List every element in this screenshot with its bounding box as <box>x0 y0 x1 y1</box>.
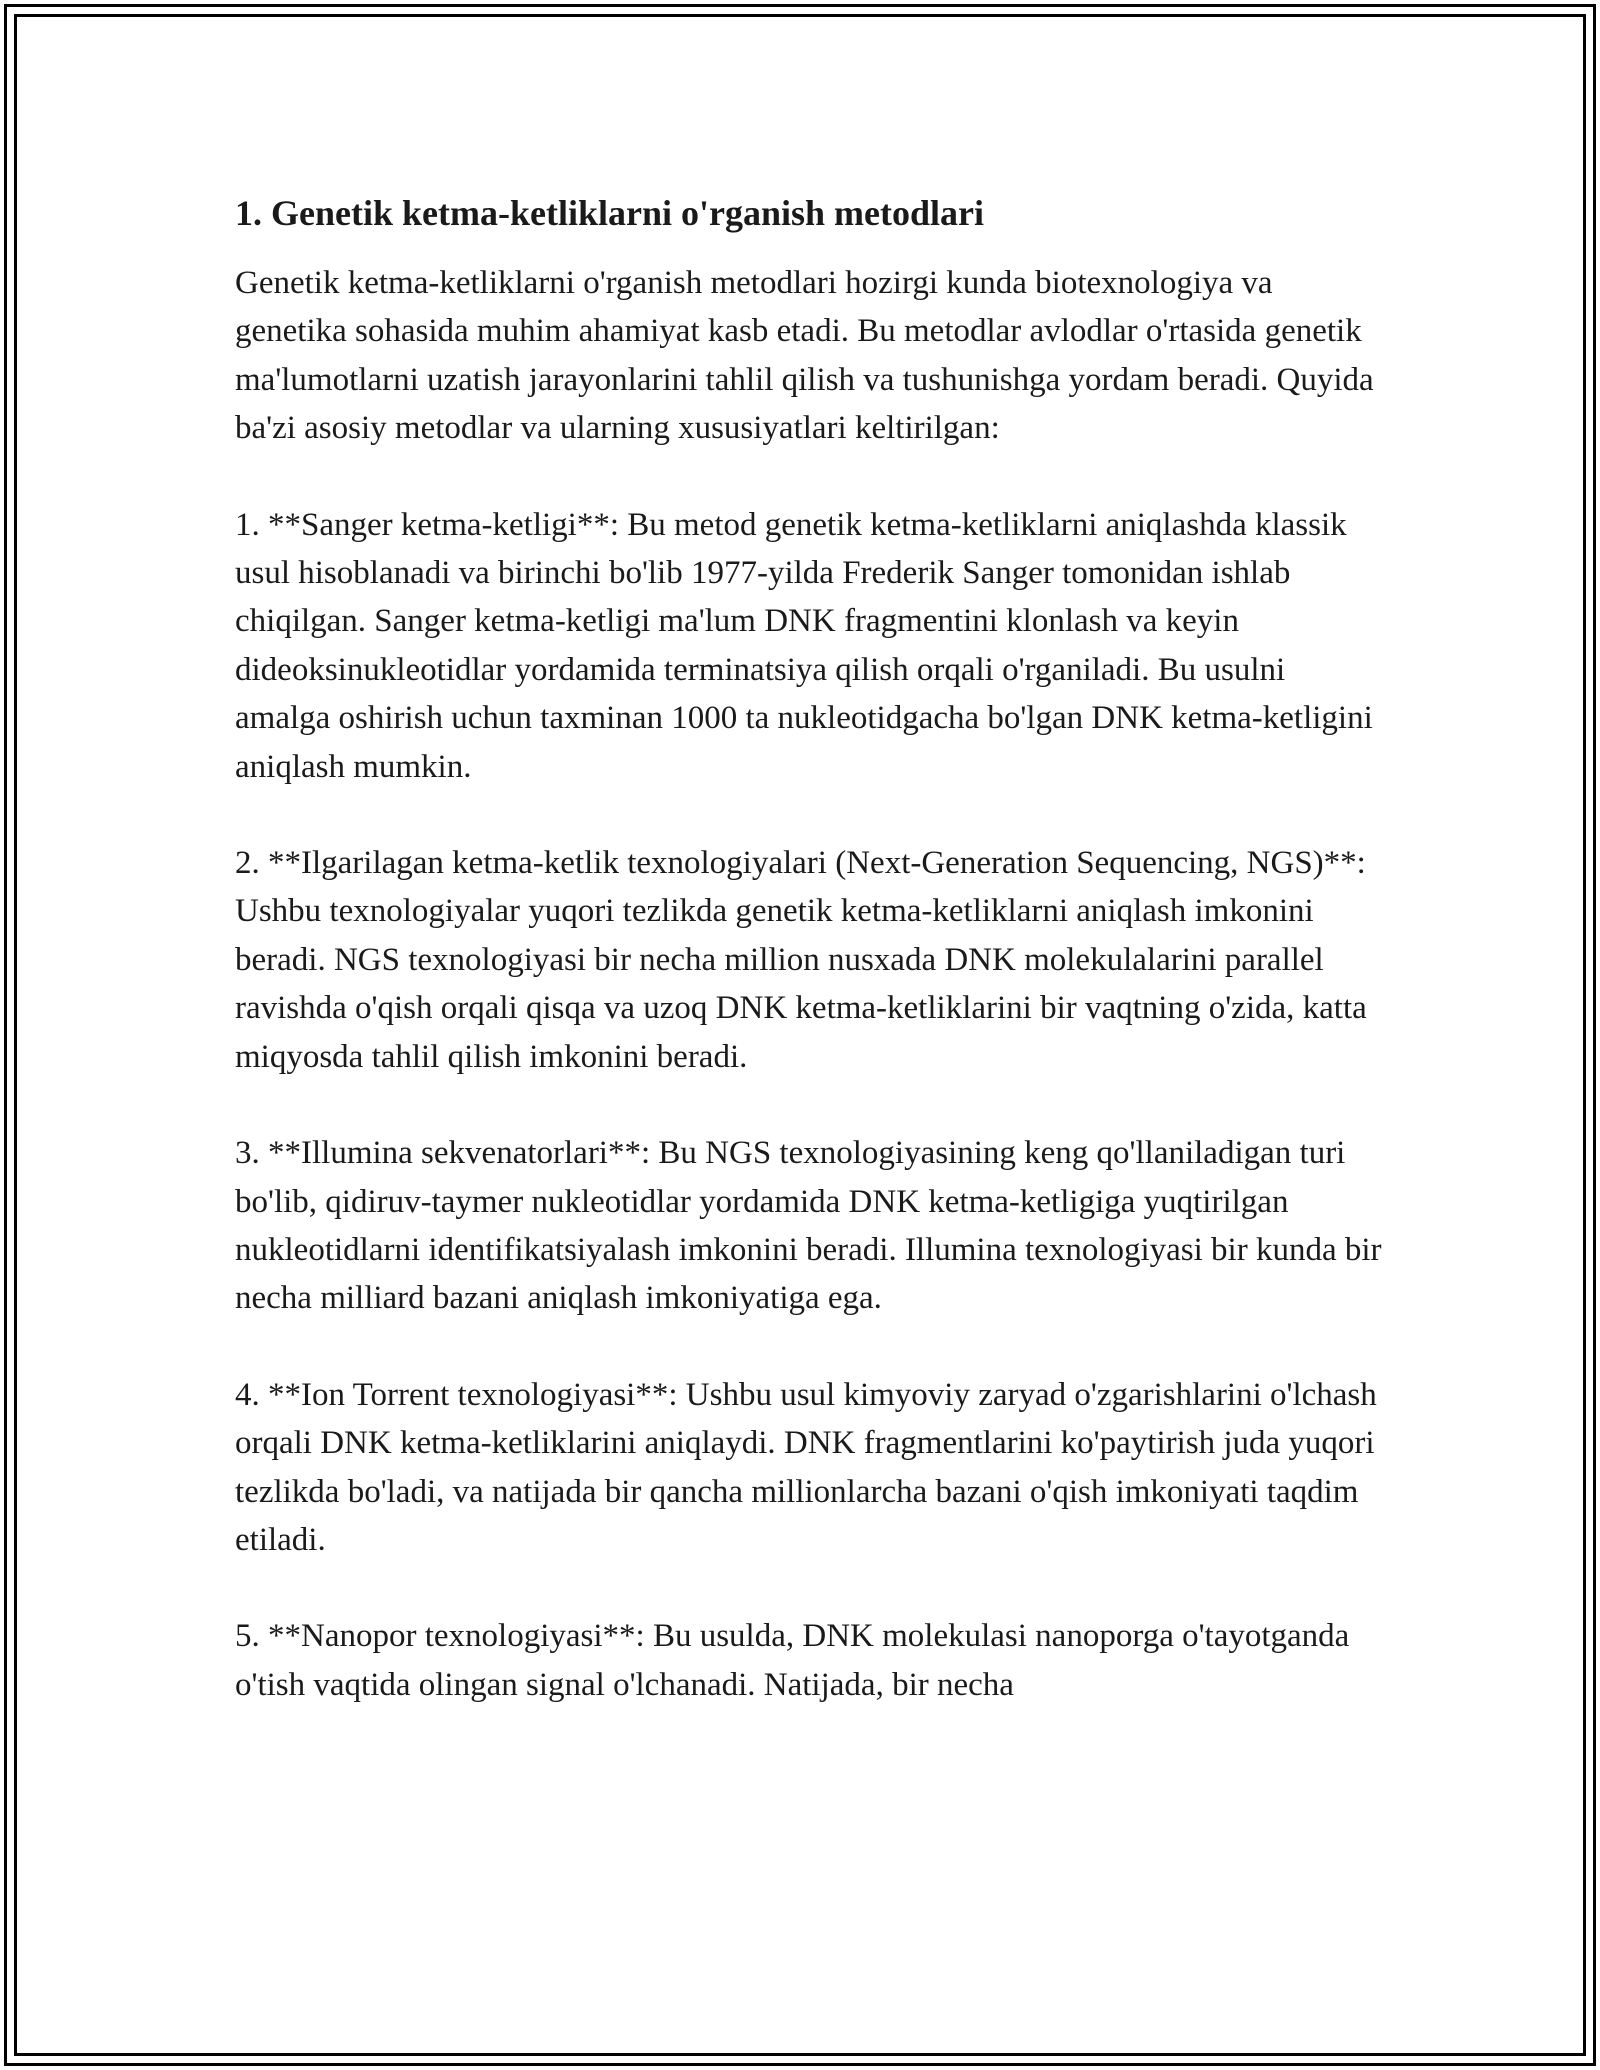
document-body <box>235 185 1385 1757</box>
illumina-paragraph: 3. **Illumina sekvenatorlari**: Bu NGS texnologiyasining keng qo'llaniladigan turi bo'lib, qidiruv-taymer nukleotidlar yordamida DNK ketma-ketligiga yuqtirilgan nukleotidlarni identifikatsiyalash imkonini beradi. Illumina texnologiyasi bir kunda bir necha milliard bazani aniqlash imkoniyatiga ega. <box>235 1135 1382 1317</box>
ngs-paragraph: 2. **Ilgarilagan ketma-ketlik texnologiyalari (Next-Generation Sequencing, NGS)**: Ushbu texnologiyalar yuqori tezlikda genetik ketma-ketliklarni aniqlash imkonini beradi. NGS texnologiyasi bir necha million nusxada DNK molekulalarini parallel ravishda o'qish orqali qisqa va uzoq DNK ketma-ketliklarini bir vaqtning o'zida, katta miqyosda tahlil qilish imkonini beradi. <box>235 845 1367 1075</box>
section-heading: 1. Genetik ketma-ketliklarni o'rganish metodlari <box>235 193 984 233</box>
ion-torrent-paragraph: 4. **Ion Torrent texnologiyasi**: Ushbu usul kimyoviy zaryad o'zgarishlarini o'lchash orqali DNK ketma-ketliklarini aniqlaydi. DNK fragmentlarini ko'paytirish juda yuqori tezlikda bo'ladi, va natijada bir qancha millionlarcha bazani o'qish imkoniyati taqdim etiladi. <box>235 1376 1377 1558</box>
sanger-paragraph: 1. **Sanger ketma-ketligi**: Bu metod genetik ketma-ketliklarni aniqlashda klassik usul hisoblanadi va birinchi bo'lib 1977-yilda Frederik Sanger tomonidan ishlab chiqilgan. Sanger ketma-ketligi ma'lum DNK fragmentini klonlash va keyin dideoksinukleotidlar yordamida terminatsiya qilish orqali o'rganiladi. Bu usulni amalga oshirish uchun taxminan 1000 ta nukleotidgacha bo'lgan DNK ketma-ketligini aniqlash mumkin. <box>235 506 1373 785</box>
intro-paragraph: Genetik ketma-ketliklarni o'rganish metodlari hozirgi kunda biotexnologiya va genetika sohasida muhim ahamiyat kasb etadi. Bu metodlar avlodlar o'rtasida genetik ma'lumotlarni uzatish jarayonlarini tahlil qilish va tushunishga yordam beradi. Quyida ba'zi asosiy metodlar va ularning xususiyatlari keltirilgan: <box>235 265 1374 447</box>
nanopore-paragraph: 5. **Nanopor texnologiyasi**: Bu usulda, DNK molekulasi nanoporga o'tayotganda o'tish vaqtida olingan signal o'lchanadi. Natijada, bir necha <box>235 1618 1350 1703</box>
